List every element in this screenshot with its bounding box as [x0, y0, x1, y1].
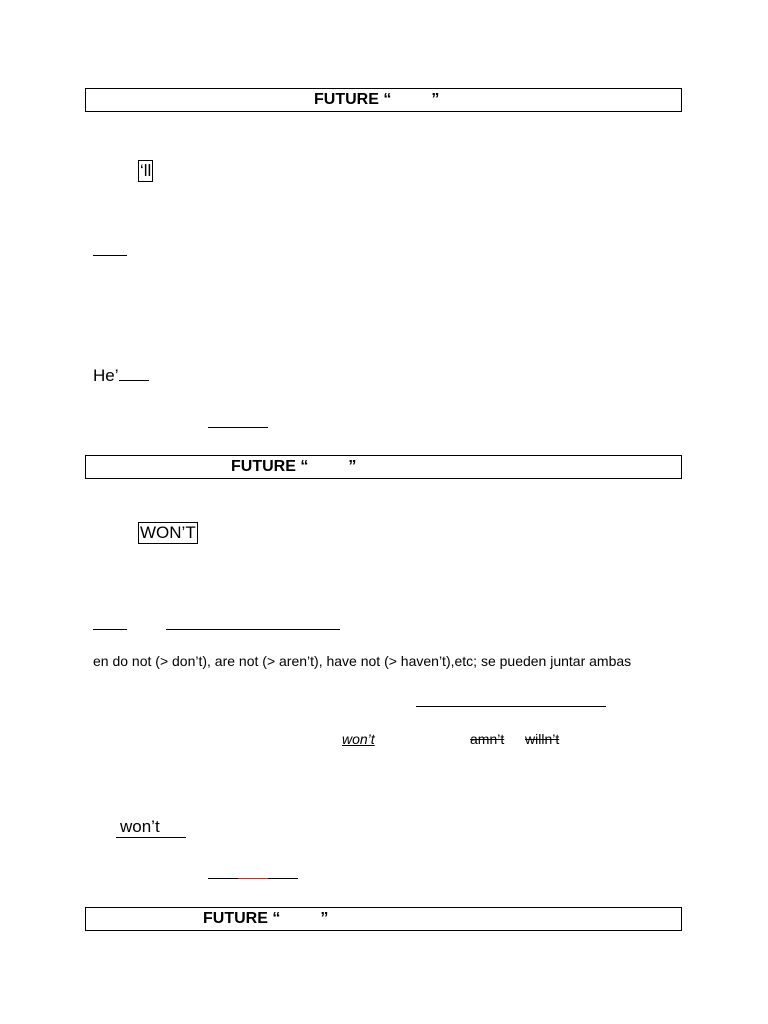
- section-title-box-1: [85, 88, 682, 112]
- blank-line: [93, 629, 127, 630]
- example-he-line: [93, 366, 149, 386]
- contraction-ll-box: ‘ll: [140, 161, 152, 180]
- section-title-3: FUTURE “ ”: [203, 910, 329, 927]
- blank-line: [93, 255, 127, 256]
- contraction-wont-box: WON’T: [140, 523, 196, 542]
- wrong-form-willnt: willn’t: [525, 731, 560, 747]
- blank-line-segment: [208, 878, 238, 879]
- section-title-2: FUTURE “ ”: [231, 458, 357, 475]
- blank-line: [416, 706, 606, 707]
- example-wont-text: won’t: [120, 817, 160, 836]
- explanation-text: en do not (> don’t), are not (> aren’t), have not (> haven’t),etc; se pueden juntar ambas: [93, 653, 632, 669]
- blank-line-segment: [268, 878, 298, 879]
- section-title-box-3: [85, 907, 682, 931]
- section-title-1: FUTURE “ ”: [314, 91, 440, 108]
- wrong-form-amnt: amn’t: [470, 731, 505, 747]
- example-he-text: He’: [93, 366, 119, 385]
- blank-line: [166, 629, 340, 630]
- correct-form-wont: won’t: [342, 731, 375, 747]
- section-title-box-2: [85, 455, 682, 479]
- example-wont-line: [116, 817, 186, 838]
- blank-line: [119, 366, 149, 381]
- blank-line-red-segment: [238, 878, 268, 879]
- blank-line: [208, 427, 268, 428]
